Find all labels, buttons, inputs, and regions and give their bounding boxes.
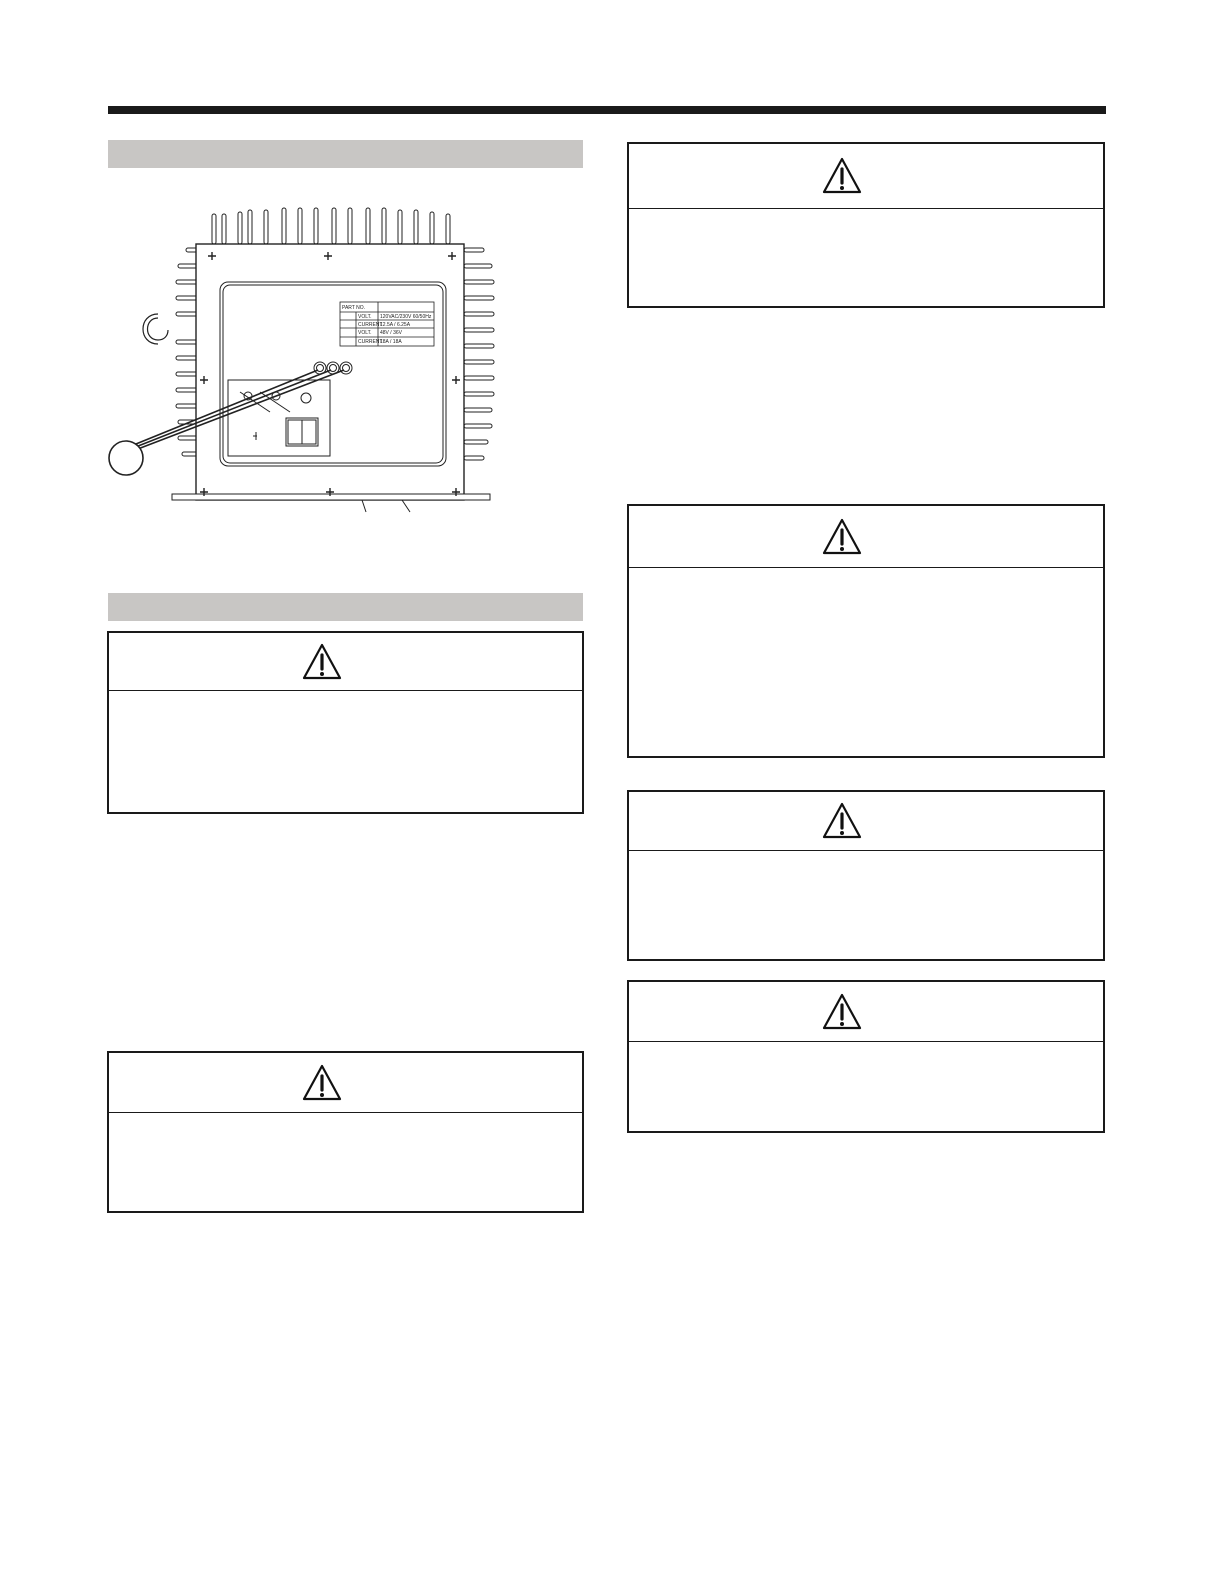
warning-body [643, 218, 1089, 298]
warning-header [109, 633, 582, 691]
warning-body [643, 860, 1089, 951]
label-in-current: CURRENT [358, 322, 383, 328]
warning-triangle-icon [822, 518, 862, 556]
label-in-volt: VOLT. [358, 314, 372, 320]
warning-header [629, 506, 1103, 568]
warning-triangle-icon [302, 1064, 342, 1102]
warning-body [643, 578, 1089, 748]
warning-box [627, 504, 1105, 758]
charger-diagram [100, 200, 500, 520]
label-out-volt: VOLT. [358, 330, 372, 336]
warning-box [107, 1051, 584, 1213]
warning-triangle-icon [822, 802, 862, 840]
section-header-bar-1 [108, 140, 583, 168]
warning-header [629, 792, 1103, 851]
heatsink-fins-top [212, 208, 450, 244]
section-header-bar-2 [108, 593, 583, 621]
warning-triangle-icon [302, 643, 342, 681]
warning-box [627, 980, 1105, 1133]
warning-body [123, 1121, 568, 1203]
label-part-no: PART NO. [342, 305, 366, 311]
label-in-volt-value: 120VAC/230V 60/50Hz [380, 314, 432, 320]
warning-body [123, 699, 568, 804]
callout-circle [109, 441, 143, 475]
heatsink-fins-right [464, 248, 494, 460]
label-out-volt-value: 48V / 36V [380, 330, 402, 336]
warning-body [643, 1050, 1089, 1123]
label-in-current-value: 12.5A / 6.25A [380, 322, 411, 328]
warning-triangle-icon [822, 157, 862, 195]
charger-base [172, 494, 490, 500]
warning-box [107, 631, 584, 814]
warning-header [109, 1053, 582, 1113]
handle-loop [143, 314, 168, 344]
warning-box [627, 142, 1105, 308]
label-out-current: CURRENT [358, 339, 383, 345]
warning-header [629, 982, 1103, 1042]
label-out-current-value: 18A / 18A [380, 339, 402, 345]
warning-triangle-icon [822, 993, 862, 1031]
top-rule [108, 106, 1106, 114]
warning-box [627, 790, 1105, 961]
warning-header [629, 144, 1103, 209]
